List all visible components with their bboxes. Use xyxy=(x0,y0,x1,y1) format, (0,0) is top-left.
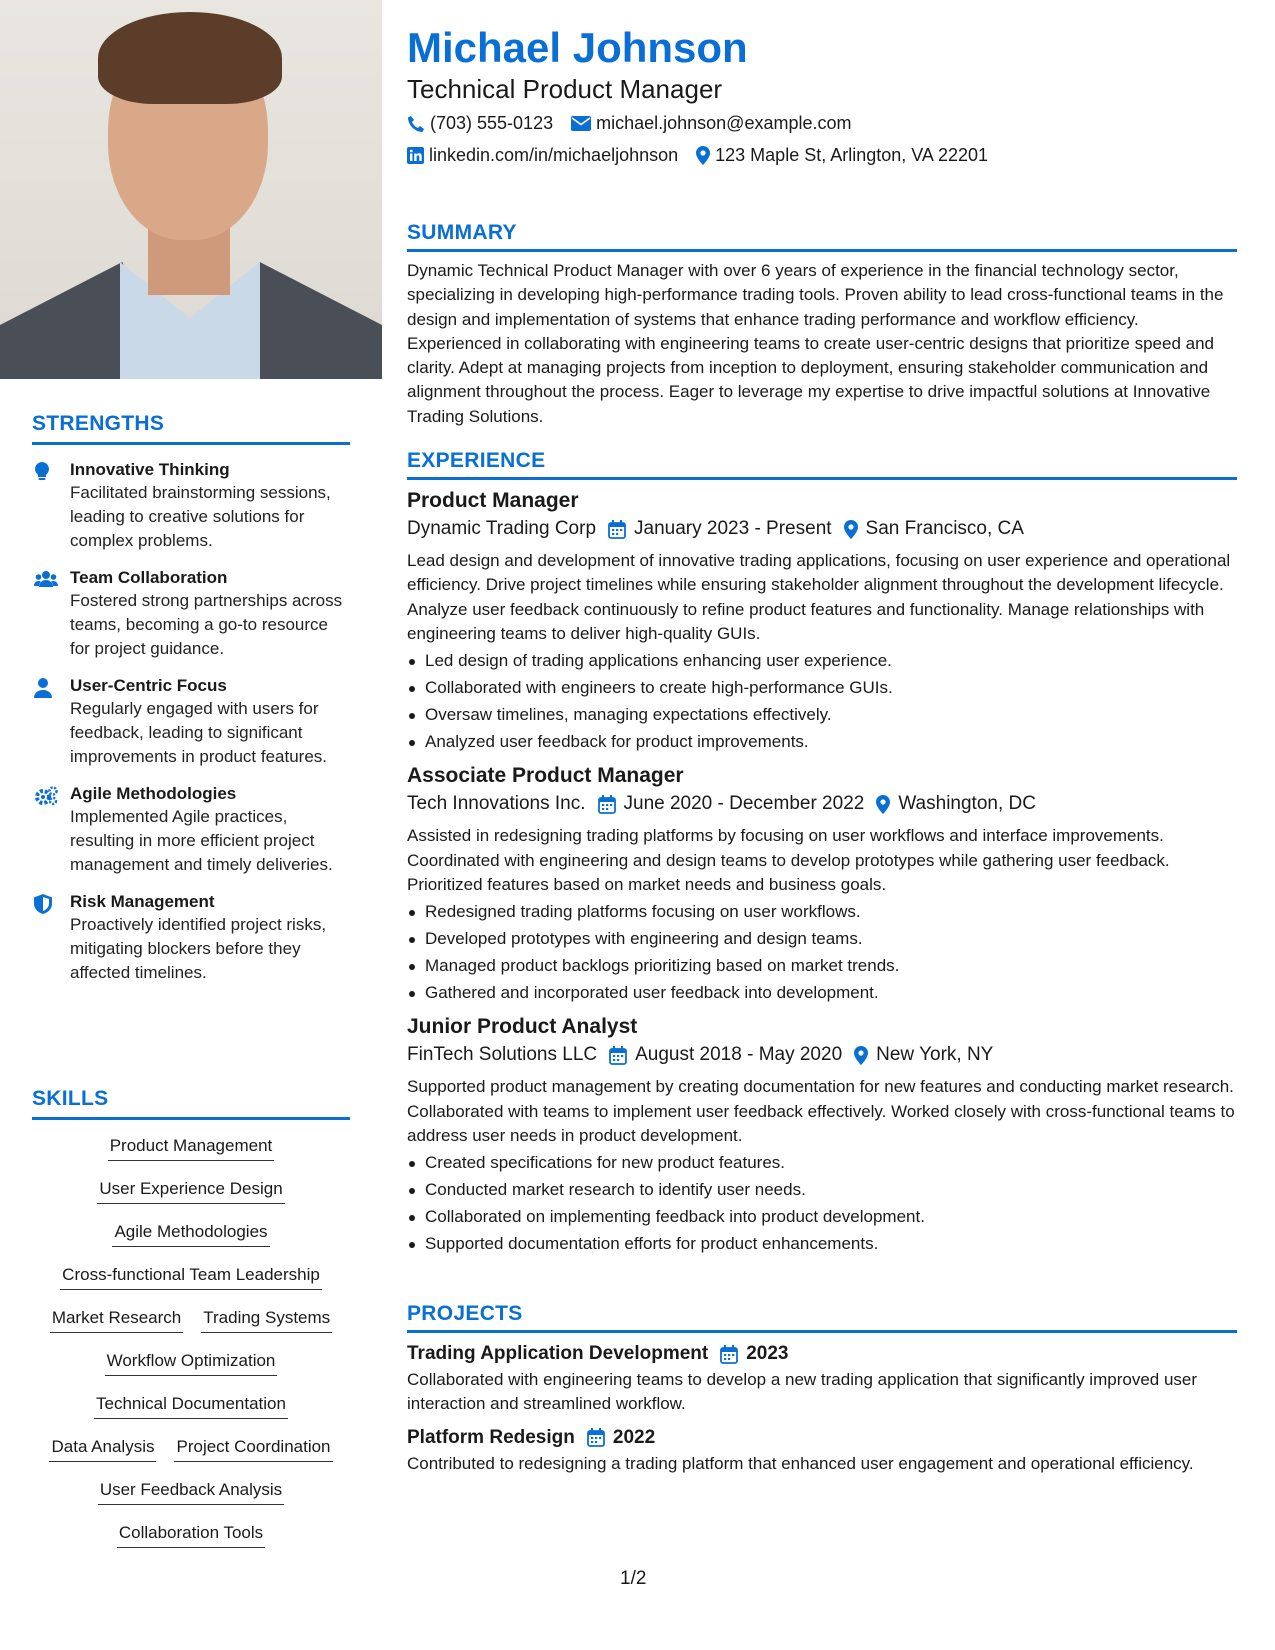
calendar-icon xyxy=(587,1428,605,1447)
project-description: Contributed to redesigning a trading platform that enhanced user engagement and operational efficiency. xyxy=(407,1453,1194,1473)
bullet-item: Supported documentation efforts for product enhancements. xyxy=(407,1231,1237,1258)
skills-heading: SKILLS xyxy=(32,1087,350,1120)
job-bullets xyxy=(407,1150,1237,1257)
strength-desc: Facilitated brainstorming sessions, leading to creative solutions for complex problems. xyxy=(70,483,331,550)
job-entry xyxy=(407,1015,1237,1257)
candidate-title: Technical Product Manager xyxy=(407,74,723,104)
bullet-item: Oversaw timelines, managing expectations effectively. xyxy=(407,702,1237,729)
job-company: Dynamic Trading Corp xyxy=(407,518,597,539)
experience-section xyxy=(407,449,1237,1258)
gears-icon xyxy=(32,783,70,877)
strength-desc: Regularly engaged with users for feedback, leading to significant improvements in product features. xyxy=(70,699,328,766)
strength-desc: Fostered strong partnerships across teams, becoming a go-to resource for project guidance. xyxy=(70,591,343,658)
skill-tag: Data Analysis xyxy=(49,1435,156,1462)
calendar-icon xyxy=(720,1345,738,1364)
skill-tag: Workflow Optimization xyxy=(105,1349,278,1376)
strengths-heading: STRENGTHS xyxy=(32,412,350,445)
strength-title: Risk Management xyxy=(70,892,215,911)
calendar-icon xyxy=(608,520,626,539)
bullet-item: Gathered and incorporated user feedback into development. xyxy=(407,980,1237,1007)
projects-heading: PROJECTS xyxy=(407,1302,1237,1333)
skill-tag: Agile Methodologies xyxy=(112,1220,269,1247)
bullet-item: Managed product backlogs prioritizing based on market trends. xyxy=(407,953,1237,980)
job-bullets xyxy=(407,648,1237,755)
strength-item xyxy=(32,675,350,769)
project-year: 2022 xyxy=(612,1426,656,1448)
skill-tag: User Feedback Analysis xyxy=(98,1478,284,1505)
project-title: Platform Redesign xyxy=(407,1426,575,1448)
bullet-item: Conducted market research to identify user needs. xyxy=(407,1177,1237,1204)
strength-title: Innovative Thinking xyxy=(70,460,230,479)
linkedin-icon xyxy=(407,147,424,164)
bullet-item: Developed prototypes with engineering and design teams. xyxy=(407,926,1237,953)
bullet-item: Led design of trading applications enhancing user experience. xyxy=(407,648,1237,675)
location-pin-icon xyxy=(854,1046,868,1065)
job-meta xyxy=(407,518,1237,540)
strength-desc: Implemented Agile practices, resulting in more efficient project management and timely deliveries. xyxy=(70,807,333,874)
strength-item xyxy=(32,567,350,661)
user-icon xyxy=(32,675,70,769)
job-title: Junior Product Analyst xyxy=(407,1015,638,1039)
bullet-item: Created specifications for new product features. xyxy=(407,1150,1237,1177)
job-description: Lead design and development of innovative trading applications, focusing on user experience and operational efficiency. Drive project timelines while ensuring stakeholder alignment throughout the development lifecycle. Analyze user feedback continuously to refine product features and functionality. Manage relationships with engineering teams to deliver high-quality GUIs. xyxy=(407,551,1231,643)
strength-desc: Proactively identified project risks, mitigating blockers before they affected timelines. xyxy=(70,915,327,982)
email-link[interactable]: michael.johnson@example.com xyxy=(596,113,852,133)
strength-title: User-Centric Focus xyxy=(70,676,227,695)
job-location: New York, NY xyxy=(876,1044,994,1066)
summary-section xyxy=(407,221,1237,429)
project-title-row xyxy=(407,1427,1237,1449)
summary-text: Dynamic Technical Product Manager with over 6 years of experience in the financial technology sector, specializing in developing high-performance trading tools. Proven ability to lead cross-functional teams in the design and implementation of systems that enhance trading performance and workflow efficiency. Experienced in collaborating with engineering teams to create user-centric designs that prioritize speed and clarity. Adept at managing projects from inception to deployment, ensuring stakeholder communication and alignment throughout the process. Eager to leverage my expertise to drive impactful solutions at Innovative Trading Solutions. xyxy=(407,261,1224,426)
job-entry xyxy=(407,489,1237,755)
address: 123 Maple St, Arlington, VA 22201 xyxy=(715,145,988,165)
projects-section xyxy=(407,1302,1237,1476)
contact-row-2 xyxy=(407,145,988,166)
project-entry xyxy=(407,1343,1237,1417)
location-pin-icon xyxy=(844,520,858,539)
job-company: FinTech Solutions LLC xyxy=(407,1044,598,1066)
sidebar xyxy=(0,0,382,1650)
job-description: Assisted in redesigning trading platforms by focusing on user workflows and interface improvements. Coordinated with engineering and design teams to develop prototypes while gathering user feedback. Prioritized features based on market needs and business goals. xyxy=(407,826,1170,894)
job-location: San Francisco, CA xyxy=(865,518,1024,539)
summary-heading: SUMMARY xyxy=(407,221,1237,252)
profile-photo xyxy=(0,0,382,379)
strength-item xyxy=(32,459,350,553)
strength-title: Team Collaboration xyxy=(70,568,228,587)
skill-tag: Product Management xyxy=(108,1134,275,1161)
phone-number[interactable]: (703) 555-0123 xyxy=(430,113,554,133)
experience-heading: EXPERIENCE xyxy=(407,449,1237,480)
job-title: Associate Product Manager xyxy=(407,764,684,788)
project-description: Collaborated with engineering teams to develop a new trading application that significantly improved user interaction and streamlined workflow. xyxy=(407,1370,1198,1414)
linkedin-link[interactable]: linkedin.com/in/michaeljohnson xyxy=(429,145,679,165)
skills-list xyxy=(32,1134,350,1548)
strength-item xyxy=(32,891,350,985)
project-entry xyxy=(407,1427,1237,1476)
job-location: Washington, DC xyxy=(898,793,1036,815)
job-bullets xyxy=(407,899,1237,1006)
lightbulb-icon xyxy=(32,459,70,553)
project-title: Trading Application Development xyxy=(407,1343,709,1364)
contact-row-1 xyxy=(407,113,852,134)
job-dates: January 2023 - Present xyxy=(634,518,832,539)
job-dates: August 2018 - May 2020 xyxy=(635,1044,843,1066)
skill-tag: Technical Documentation xyxy=(94,1392,288,1419)
job-dates: June 2020 - December 2022 xyxy=(623,793,865,815)
skill-tag: Market Research xyxy=(50,1306,183,1333)
job-entry xyxy=(407,764,1237,1006)
bullet-item: Redesigned trading platforms focusing on user workflows. xyxy=(407,899,1237,926)
email-icon xyxy=(571,116,591,131)
candidate-name: Michael Johnson xyxy=(407,24,748,71)
skill-tag: Trading Systems xyxy=(201,1306,332,1333)
strengths-section xyxy=(32,412,350,985)
page-number: 1/2 xyxy=(620,1568,647,1589)
skills-section xyxy=(32,1087,350,1564)
bullet-item: Collaborated on implementing feedback into product development. xyxy=(407,1204,1237,1231)
phone-icon xyxy=(407,115,425,133)
skill-tag: Collaboration Tools xyxy=(117,1521,265,1548)
users-icon xyxy=(32,567,70,661)
calendar-icon xyxy=(598,795,616,814)
strength-title: Agile Methodologies xyxy=(70,784,237,803)
bullet-item: Analyzed user feedback for product improvements. xyxy=(407,729,1237,756)
project-title-row xyxy=(407,1343,1237,1365)
skill-tag: User Experience Design xyxy=(97,1177,284,1204)
job-meta xyxy=(407,793,1237,815)
location-pin-icon xyxy=(696,146,710,165)
job-title: Product Manager xyxy=(407,489,579,512)
strength-item xyxy=(32,783,350,877)
calendar-icon xyxy=(609,1046,627,1065)
location-pin-icon xyxy=(876,795,890,814)
job-company: Tech Innovations Inc. xyxy=(407,793,586,815)
shield-icon xyxy=(32,891,70,985)
skill-tag: Project Coordination xyxy=(174,1435,332,1462)
job-description: Supported product management by creating documentation for new features and conducting market research. Collaborated with teams to implement user feedback effectively. Worked closely with cross-functional teams to address user needs in product development. xyxy=(407,1077,1235,1146)
bullet-item: Collaborated with engineers to create high-performance GUIs. xyxy=(407,675,1237,702)
job-meta xyxy=(407,1044,1237,1066)
skill-tag: Cross-functional Team Leadership xyxy=(60,1263,322,1290)
project-year: 2023 xyxy=(746,1343,789,1364)
